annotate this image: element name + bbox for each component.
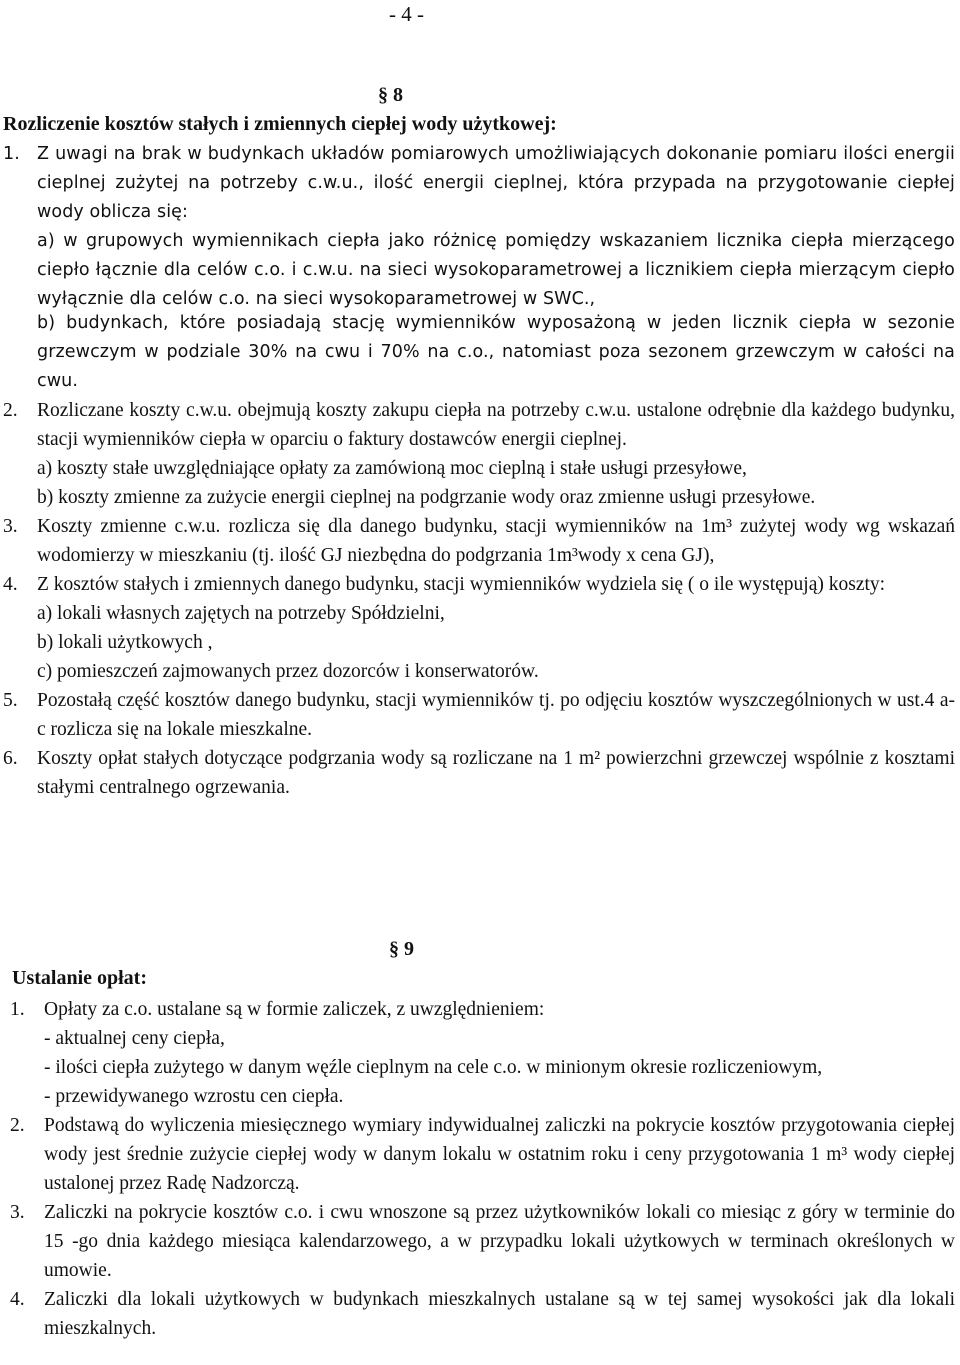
item-text: Podstawą do wyliczenia miesięcznego wymiary indywidualnej zaliczki na pokrycie kosztów przygotowania ciepłej wody jest średnie zużycie ciepłej wody w danym lokalu w ostatnim roku i ceny przygotowania 1 m³ wody ciepłej ustalonej przez Radę Nadzorczą. [44, 1115, 955, 1194]
item-text: Z kosztów stałych i zmiennych danego budynku, stacji wymienników wydziela się ( o ile występują) koszty: [37, 574, 886, 595]
item-text: Rozliczane koszty c.w.u. obejmują koszty zakupu ciepła na potrzeby c.w.u. ustalone odrębnie dla każdego budynku, stacji wymienników ciepła w oparciu o faktury dostawców energii cieplnej. [37, 400, 955, 450]
item-text: Koszty opłat stałych dotyczące podgrzania wody są rozliczane na 1 m² powierzchni grzewczej wspólnie z kosztami stałymi centralnego ogrzewania. [37, 748, 955, 798]
item-number: 2. [3, 400, 18, 421]
item-text: Zaliczki na pokrycie kosztów c.o. i cwu wnoszone są przez użytkowników lokali co miesiąc z góry w terminie do 15 -go dnia każdego miesiąca kalendarzowego, a w przypadku lokali użytkowych w terminach określonych w umowie. [44, 1202, 955, 1281]
section-8-item-3 [3, 512, 955, 570]
item-text: Koszty zmienne c.w.u. rozlicza się dla danego budynku, stacji wymienników na 1m³ zużytej wody wg wskazań wodomierzy w mieszkaniu (tj. ilość GJ niezbędna do podgrzania 1m³wody x cena GJ), [37, 516, 955, 566]
section-8-items-rest [3, 309, 955, 802]
item-number: 4. [10, 1289, 25, 1310]
item-number: 1. [3, 144, 20, 164]
item-number: 5. [3, 690, 18, 711]
section-8-item-4c: c) pomieszczeń zajmowanych przez dozorców i konserwatorów. [37, 661, 539, 682]
item-number: 1. [10, 999, 25, 1020]
section-8-item-4b: b) lokali użytkowych , [37, 632, 213, 653]
section-8-item-2b: b) koszty zmienne za zużycie energii cieplnej na podgrzanie wody oraz zmienne usługi przesyłowe. [37, 487, 816, 508]
section-9-title: Ustalanie opłat: [12, 967, 147, 989]
section-9-item-3 [10, 1198, 955, 1285]
item-text: Pozostałą część kosztów danego budynku, stacji wymienników tj. po odjęciu kosztów wyszczególnionych w ust.4 a-c rozlicza się na lokale mieszkalne. [37, 690, 955, 740]
page-number: - 4 - [389, 2, 424, 26]
section-9-item-2 [10, 1111, 955, 1198]
section-9-item-4 [10, 1285, 955, 1343]
section-9-item-1 [10, 995, 955, 1024]
item-number: 2. [10, 1115, 25, 1136]
section-9-item-1-dash-1: - aktualnej ceny ciepła, [44, 1028, 225, 1049]
item-number: 6. [3, 748, 18, 769]
item-number: 3. [10, 1202, 25, 1223]
section-8-item-1a: a) w grupowych wymiennikach ciepła jako różnicę pomiędzy wskazaniem licznika ciepła mierzącego ciepło łącznie dla celów c.o. i c.w.u. na sieci wysokoparametrowej a licznikiem ciepła mierzącym ciepło wyłącznie dla celów c.o. na sieci wysokoparametrowej w SWC., [37, 231, 955, 309]
item-text: Zaliczki dla lokali użytkowych w budynkach mieszkalnych ustalane są w tej samej wysokości jak dla lokali mieszkalnych. [44, 1289, 955, 1339]
section-8-item-5 [3, 686, 955, 744]
section-8-item-1 [3, 140, 955, 227]
section-9-item-1-dash-2: - ilości ciepła zużytego w danym węźle cieplnym na cele c.o. w minionym okresie rozliczeniowym, [44, 1057, 823, 1078]
section-9-items [10, 995, 955, 1343]
section-8-items-1 [3, 140, 955, 314]
section-8-item-2 [3, 396, 955, 454]
item-number: 4. [3, 574, 18, 595]
section-8-item-2a: a) koszty stałe uwzględniające opłaty za zamówioną moc cieplną i stałe usługi przesyłowe, [37, 458, 747, 479]
section-8-title: Rozliczenie kosztów stałych i zmiennych ciepłej wody użytkowej: [3, 113, 557, 135]
section-8-item-4 [3, 570, 955, 599]
item-number: 3. [3, 516, 18, 537]
section-8-item-4a: a) lokali własnych zajętych na potrzeby Spółdzielni, [37, 603, 445, 624]
section-8-mark: § 8 [378, 84, 403, 106]
section-8-item-1b: b) budynkach, które posiadają stację wymienników wyposażoną w jeden licznik ciepła w sezonie grzewczym w podziale 30% na cwu i 70% na c.o., natomiast poza sezonem grzewczym w całości na cwu. [37, 313, 955, 391]
section-8-item-6 [3, 744, 955, 802]
item-text: Opłaty za c.o. ustalane są w formie zaliczek, z uwzględnieniem: [44, 999, 545, 1020]
item-text: Z uwagi na brak w budynkach układów pomiarowych umożliwiających dokonanie pomiaru ilości energii cieplnej zużytej na potrzeby c.w.u., ilość energii cieplnej, która przypada na przygotowanie ciepłej wody oblicza się: [37, 144, 955, 222]
section-9-item-1-dash-3: - przewidywanego wzrostu cen ciepła. [44, 1086, 344, 1107]
section-9-mark: § 9 [389, 938, 414, 960]
